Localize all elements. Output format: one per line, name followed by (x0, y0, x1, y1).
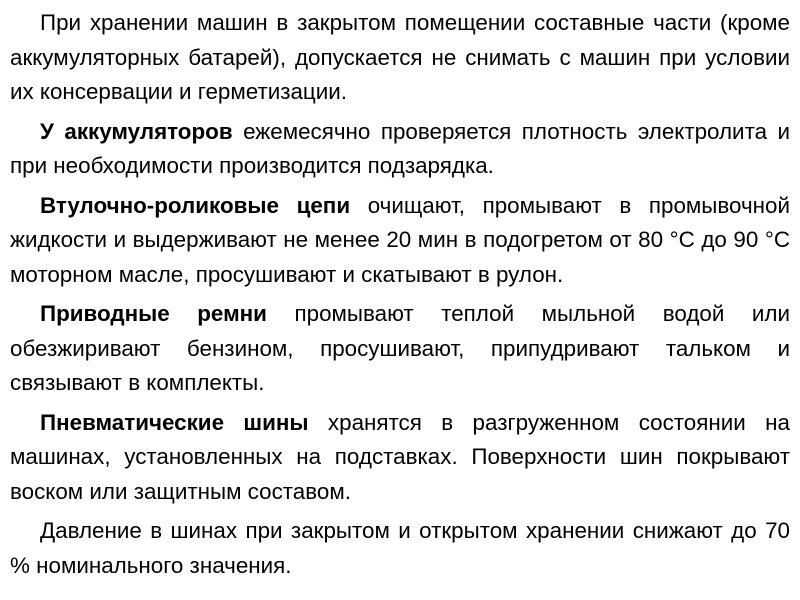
paragraph-lead: Втулочно-роликовые цепи (40, 192, 351, 218)
paragraph-text: ежемесячно проверяется плотность электролита и при необходимости производится подзарядка. (10, 118, 790, 178)
paragraph-lead: У аккумуляторов (40, 118, 233, 144)
paragraph-text: очищают, промывают в промывочной жидкости и выдерживают не менее 20 мин в подогретом от 80 °С до 90 °С моторном масле, просушивают и скатывают в рулон. (10, 192, 790, 287)
paragraph-text: Давление в шинах при закрытом и открытом хранении снижают до 70 % номинального значения. (10, 518, 790, 578)
paragraph-text: промывают теплой мыльной водой или обезжиривают бензином, просушивают, припудривают тальком и связывают в комплекты. (10, 301, 790, 395)
paragraph-batteries (10, 115, 790, 184)
paragraph-tire-pressure (10, 514, 790, 583)
paragraph-lead: Приводные ремни (40, 301, 267, 326)
paragraph-drive-belts (10, 297, 790, 401)
paragraph-text: При хранении машин в закрытом помещении составные части (кроме аккумуляторных батарей), допускается не снимать с машин при условии их консервации и герметизации. (10, 10, 790, 104)
paragraph-pneumatic-tires (10, 406, 790, 510)
paragraph-text: хранятся в разгруженном состоянии на машинах, установленных на подставках. Поверхности шин покрывают воском или защитным составом. (10, 409, 790, 504)
paragraph-lead: Пневматические шины (40, 409, 309, 435)
paragraph-roller-chains (10, 189, 790, 293)
paragraph-storage-components (10, 6, 790, 110)
